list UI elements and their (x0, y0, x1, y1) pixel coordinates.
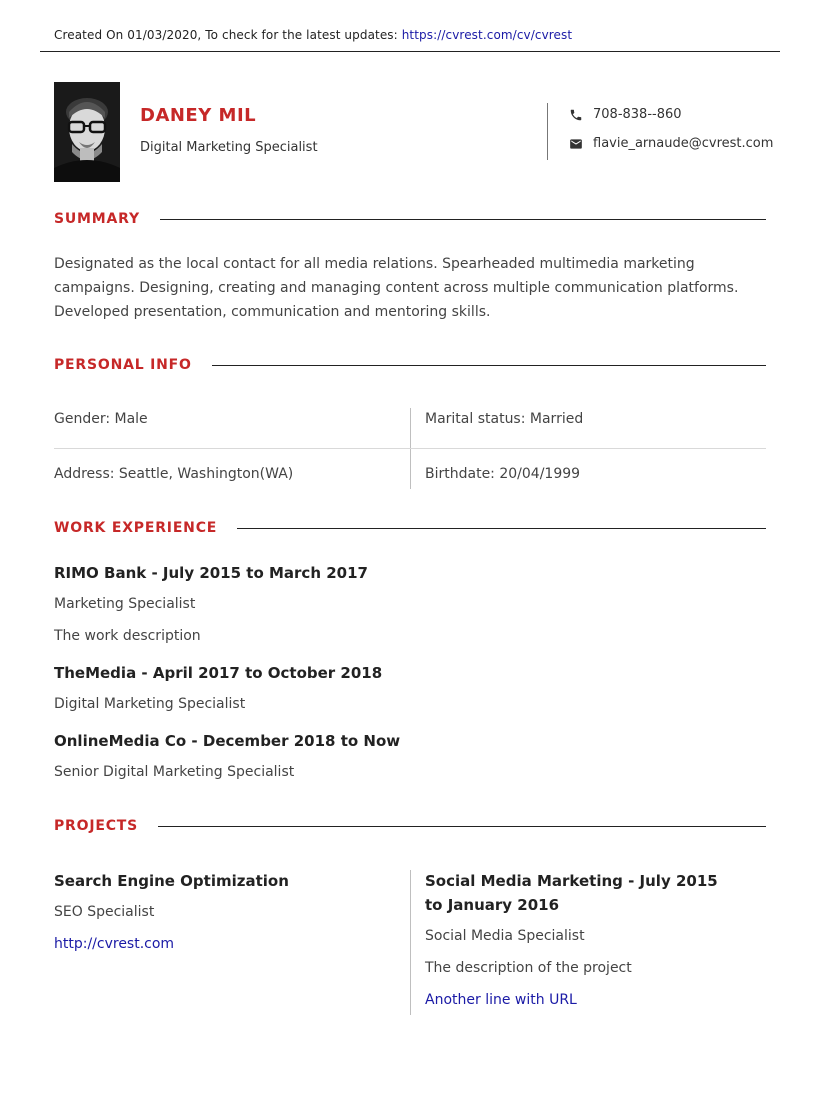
section-rule (160, 219, 766, 220)
job-position: Senior Digital Marketing Specialist (54, 764, 295, 780)
summary-header (54, 211, 766, 227)
phone-number: 708-838--860 (593, 107, 682, 122)
gender-field: Gender: Male (54, 411, 148, 427)
created-text: Created On 01/03/2020, To check for the latest updates: (54, 28, 402, 42)
email-address: flavie_arnaude@cvrest.com (593, 136, 774, 151)
header-divider (547, 103, 548, 160)
contact-email (569, 136, 773, 151)
candidate-name: DANEY MIL (140, 105, 257, 126)
birthdate-field: Birthdate: 20/04/1999 (425, 466, 581, 482)
project-role: SEO Specialist (54, 904, 155, 920)
work-experience-heading: WORK EXPERIENCE (54, 520, 218, 536)
avatar-image (54, 82, 120, 182)
summary-heading: SUMMARY (54, 211, 140, 227)
project-link[interactable]: http://cvrest.com (54, 936, 175, 952)
email-icon (569, 137, 583, 151)
contact-phone (569, 107, 682, 122)
projects-heading: PROJECTS (54, 818, 139, 834)
job-title: RIMO Bank - July 2015 to March 2017 (54, 564, 368, 582)
top-divider (40, 51, 780, 52)
project-description: The description of the project (425, 960, 632, 976)
created-info (54, 28, 572, 42)
profile-photo (54, 82, 120, 182)
update-link[interactable]: https://cvrest.com/cv/cvrest (401, 28, 573, 42)
personal-info-header (54, 357, 766, 373)
projects-column-divider (410, 870, 411, 1015)
job-position: Digital Marketing Specialist (54, 696, 246, 712)
job-position: Marketing Specialist (54, 596, 196, 612)
section-rule (158, 826, 766, 827)
project-link[interactable]: Another line with URL (425, 992, 577, 1008)
job-title: OnlineMedia Co - December 2018 to Now (54, 732, 401, 750)
project-title: Search Engine Optimization (54, 872, 289, 890)
marital-field: Marital status: Married (425, 411, 584, 427)
section-rule (212, 365, 766, 366)
project-title: Social Media Marketing - July 2015 to January 2016 (425, 872, 718, 914)
projects-header (54, 818, 766, 834)
phone-icon (569, 108, 583, 122)
summary-text: Designated as the local contact for all media relations. Spearheaded multimedia marketing campaigns. Designing, creating and managing content across multiple communication platforms. Developed presentation, communication and mentoring skills. (54, 256, 739, 320)
info-row-divider (54, 448, 766, 449)
section-rule (237, 528, 766, 529)
job-description: The work description (54, 628, 201, 644)
work-experience-header (54, 520, 766, 536)
job-title: TheMedia - April 2017 to October 2018 (54, 664, 383, 682)
project-role: Social Media Specialist (425, 928, 585, 944)
personal-info-heading: PERSONAL INFO (54, 357, 192, 373)
address-field: Address: Seattle, Washington(WA) (54, 466, 294, 482)
candidate-role: Digital Marketing Specialist (140, 140, 318, 155)
